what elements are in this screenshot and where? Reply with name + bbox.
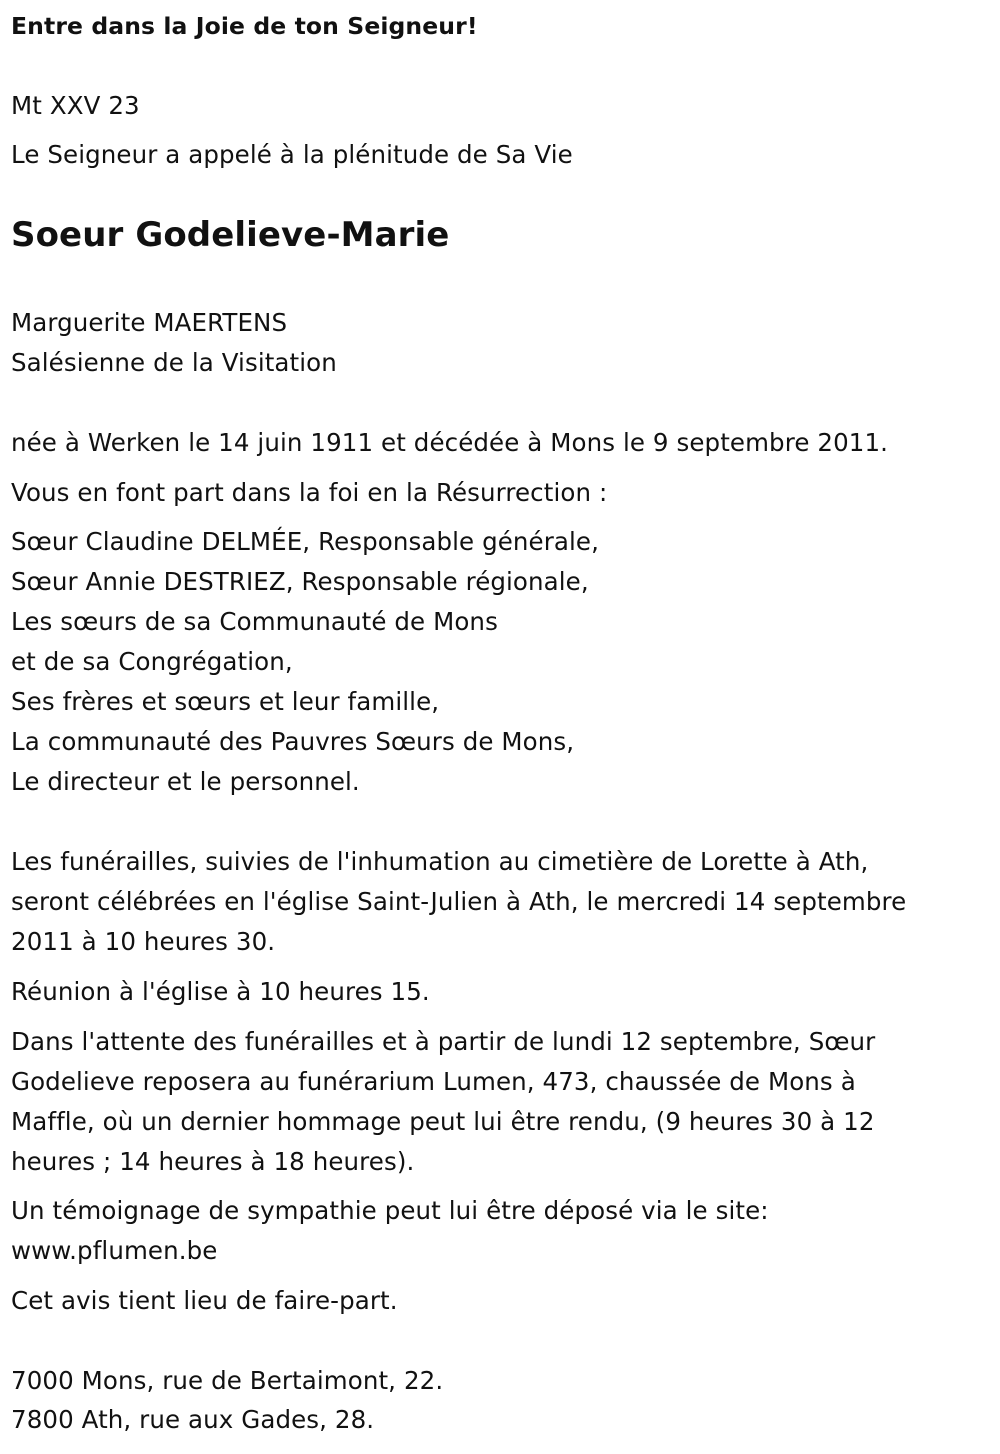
announcer-line: Ses frères et sœurs et leur famille, (11, 687, 440, 716)
announcer-line: Le directeur et le personnel. (11, 767, 360, 796)
paragraph-line: heures ; 14 heures à 18 heures). (11, 1147, 415, 1176)
deceased-congregation: Salésienne de la Visitation (11, 348, 337, 377)
announcers-intro: Vous en font part dans la foi en la Résurrection : (11, 478, 608, 507)
paragraph-line: Les funérailles, suivies de l'inhumation au cimetière de Lorette à Ath, (11, 847, 869, 876)
sympathy-website: www.pflumen.be (11, 1236, 218, 1265)
paragraph-line: 2011 à 10 heures 30. (11, 927, 276, 956)
announcer-line: Sœur Annie DESTRIEZ, Responsable régionale, (11, 567, 589, 596)
deceased-religious-name: Soeur Godelieve-Marie (11, 215, 450, 255)
announcement-subtitle: Le Seigneur a appelé à la plénitude de Sa Vie (11, 140, 573, 169)
address-line: 7800 Ath, rue aux Gades, 28. (11, 1405, 375, 1434)
faire-part-notice: Cet avis tient lieu de faire-part. (11, 1286, 398, 1315)
paragraph-line: Dans l'attente des funérailles et à partir de lundi 12 septembre, Sœur (11, 1027, 876, 1056)
paragraph-line: Un témoignage de sympathie peut lui être déposé via le site: (11, 1196, 769, 1225)
paragraph-line: Maffle, où un dernier hommage peut lui être rendu, (9 heures 30 à 12 (11, 1107, 875, 1136)
meeting-time: Réunion à l'église à 10 heures 15. (11, 977, 430, 1006)
opening-verse: Entre dans la Joie de ton Seigneur! (11, 12, 478, 40)
announcer-line: et de sa Congrégation, (11, 647, 293, 676)
announcer-line: Les sœurs de sa Communauté de Mons (11, 607, 498, 636)
paragraph-line: seront célébrées en l'église Saint-Julien à Ath, le mercredi 14 septembre (11, 887, 907, 916)
scripture-reference: Mt XXV 23 (11, 91, 140, 120)
birth-death-dates: née à Werken le 14 juin 1911 et décédée à Mons le 9 septembre 2011. (11, 428, 889, 457)
paragraph-line: Godelieve reposera au funérarium Lumen, 473, chaussée de Mons à (11, 1067, 856, 1096)
announcer-line: Sœur Claudine DELMÉE, Responsable générale, (11, 527, 599, 556)
announcer-line: La communauté des Pauvres Sœurs de Mons, (11, 727, 575, 756)
deceased-birth-name: Marguerite MAERTENS (11, 308, 288, 337)
address-line: 7000 Mons, rue de Bertaimont, 22. (11, 1366, 444, 1395)
